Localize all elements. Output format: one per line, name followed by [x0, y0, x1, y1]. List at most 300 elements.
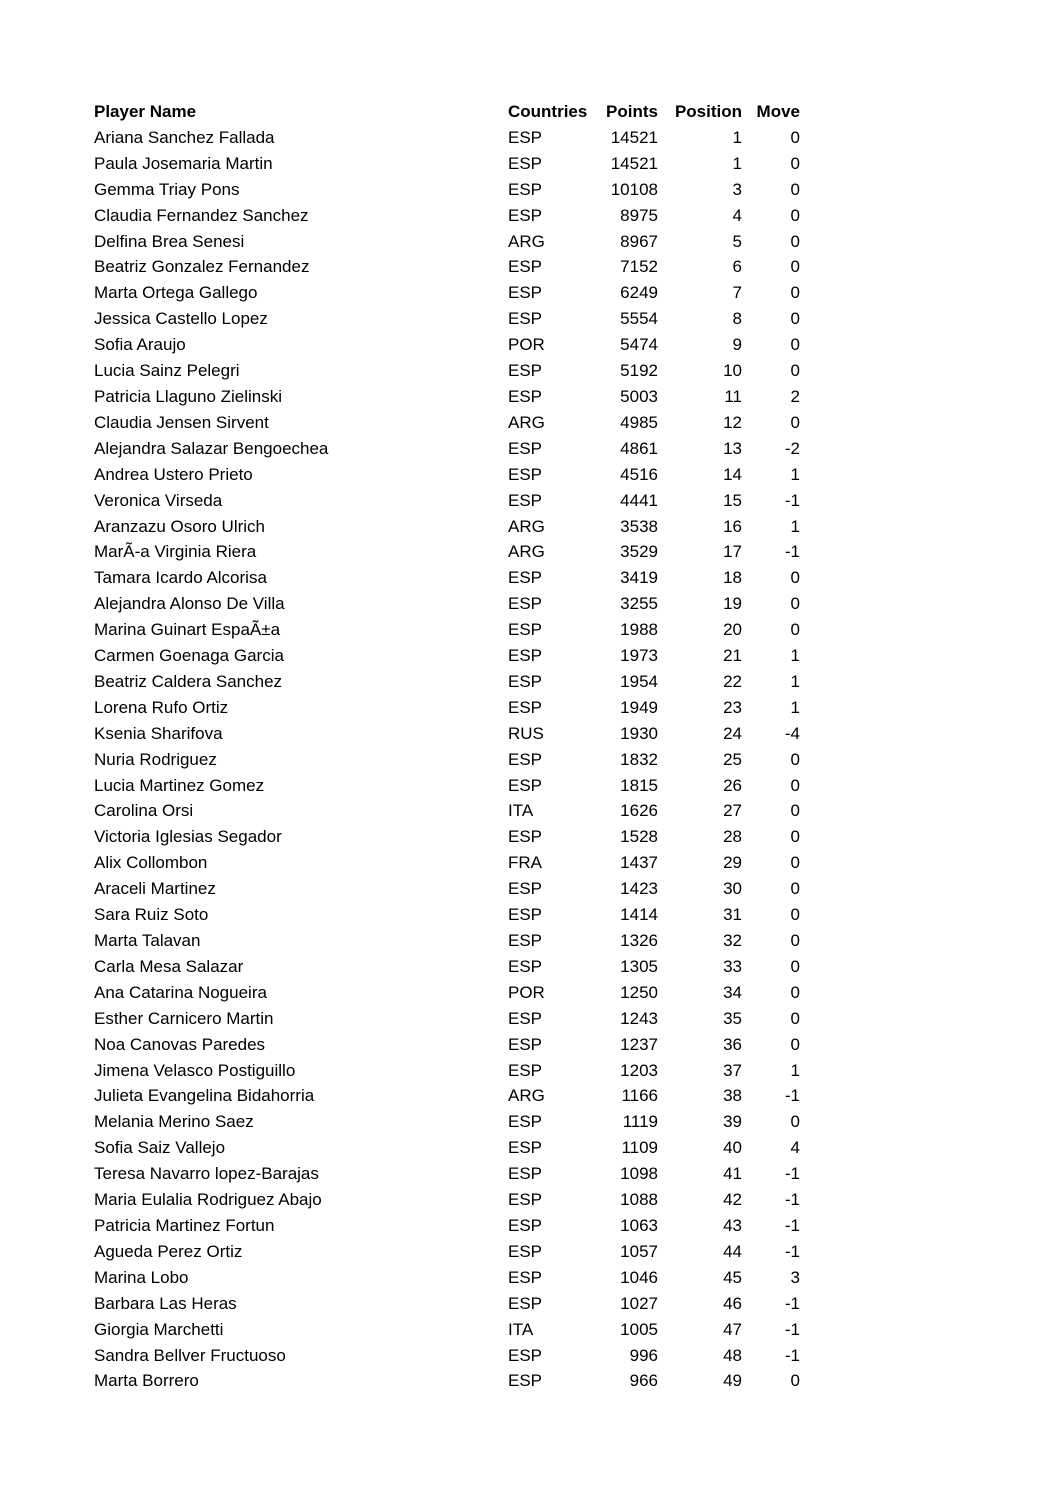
country-cell: ARG: [508, 231, 545, 251]
points-cell: 1326: [620, 931, 658, 950]
move-cell: 0: [790, 1008, 800, 1028]
country-cell: ESP: [508, 879, 543, 899]
player-name-cell: Marta Ortega Gallego: [94, 283, 258, 303]
player-name-cell: Andrea Ustero Prieto: [94, 464, 253, 484]
points-cell: 5192: [620, 361, 658, 381]
table-row: [94, 954, 800, 980]
player-name-cell: Beatriz Gonzalez Fernandez: [94, 257, 310, 277]
points-cell: 1046: [620, 1267, 658, 1287]
table-row: [94, 1213, 800, 1239]
points-cell: 1954: [620, 671, 658, 691]
move-cell: 0: [790, 412, 800, 432]
table-row: [94, 1291, 800, 1317]
player-name-cell: Jimena Velasco Postiguillo: [94, 1060, 296, 1080]
position-cell: 14: [723, 464, 742, 484]
header-points: Points: [606, 102, 658, 121]
table-row: [94, 1317, 800, 1343]
country-cell: ESP: [508, 620, 543, 640]
player-name-cell: Ariana Sanchez Fallada: [94, 127, 275, 147]
points-cell: 1626: [620, 801, 658, 821]
position-cell: 6: [732, 257, 742, 277]
points-cell: 7152: [620, 257, 658, 277]
player-name-cell: Carla Mesa Salazar: [94, 956, 244, 976]
points-cell: 6249: [620, 283, 658, 303]
move-cell: -1: [784, 1293, 800, 1313]
table-row: [94, 928, 800, 954]
move-cell: 0: [790, 931, 800, 950]
player-name-cell: Alejandra Alonso De Villa: [94, 594, 285, 614]
country-cell: ESP: [508, 257, 543, 277]
country-cell: ESP: [508, 205, 543, 225]
position-cell: 36: [723, 1034, 742, 1054]
points-cell: 4985: [620, 412, 658, 432]
position-cell: 28: [723, 827, 742, 847]
player-name-cell: Patricia Llaguno Zielinski: [94, 386, 283, 406]
player-name-cell: Lucia Martinez Gomez: [94, 775, 265, 795]
country-cell: ESP: [508, 1060, 543, 1080]
points-cell: 1437: [620, 853, 658, 873]
country-cell: RUS: [508, 723, 544, 743]
country-cell: ESP: [508, 464, 543, 484]
country-cell: ESP: [508, 1164, 543, 1184]
points-cell: 1423: [620, 879, 658, 899]
move-cell: 0: [790, 1112, 800, 1132]
position-cell: 21: [723, 646, 742, 666]
points-cell: 1237: [620, 1034, 658, 1054]
country-cell: ESP: [508, 127, 543, 147]
position-cell: 17: [723, 542, 742, 562]
player-name-cell: Tamara Icardo Alcorisa: [94, 568, 267, 588]
country-cell: ESP: [508, 697, 543, 717]
table-row: [94, 695, 800, 721]
points-cell: 1250: [620, 982, 658, 1002]
player-name-cell: Marina Guinart EspaÃ±a: [94, 620, 281, 640]
points-cell: 1109: [621, 1138, 658, 1158]
table-row: [94, 980, 800, 1006]
move-cell: -1: [784, 1241, 800, 1261]
points-cell: 1305: [620, 956, 658, 976]
country-cell: ESP: [508, 905, 543, 925]
points-cell: 1528: [620, 827, 658, 847]
move-cell: 0: [790, 1371, 800, 1391]
position-cell: 30: [723, 879, 742, 899]
country-cell: ESP: [508, 1112, 543, 1132]
position-cell: 48: [723, 1345, 742, 1365]
move-cell: 0: [790, 827, 800, 847]
table-row: [94, 306, 800, 332]
points-cell: 966: [629, 1371, 658, 1391]
points-cell: 8975: [620, 205, 658, 225]
position-cell: 42: [723, 1190, 742, 1210]
table-row: [94, 1058, 800, 1084]
points-cell: 1203: [620, 1060, 658, 1080]
points-cell: 4861: [620, 438, 658, 458]
player-name-cell: Sandra Bellver Fructuoso: [94, 1345, 286, 1365]
table-row: [94, 1265, 800, 1291]
points-cell: 3529: [620, 542, 658, 562]
country-cell: ESP: [508, 646, 543, 666]
table-row: [94, 798, 800, 824]
move-cell: 1: [790, 1060, 800, 1080]
country-cell: ESP: [508, 1138, 543, 1158]
player-name-cell: Teresa Navarro lopez-Barajas: [94, 1164, 319, 1184]
table-row: [94, 125, 800, 151]
points-cell: 1988: [620, 620, 658, 640]
move-cell: 1: [790, 464, 800, 484]
country-cell: ESP: [508, 931, 543, 950]
move-cell: -1: [784, 1319, 800, 1339]
player-name-cell: Veronica Virseda: [94, 490, 223, 510]
player-name-cell: Carmen Goenaga Garcia: [94, 646, 284, 666]
position-cell: 40: [723, 1138, 742, 1158]
player-name-cell: Carolina Orsi: [94, 801, 194, 821]
move-cell: 0: [790, 205, 800, 225]
player-name-cell: Noa Canovas Paredes: [94, 1034, 266, 1054]
table-row: [94, 358, 800, 384]
table-row: [94, 539, 800, 565]
country-cell: ARG: [508, 1086, 545, 1106]
country-cell: ESP: [508, 594, 543, 614]
table-row: [94, 1187, 800, 1213]
move-cell: -1: [784, 1164, 800, 1184]
country-cell: ESP: [508, 1345, 543, 1365]
table-row: [94, 1083, 800, 1109]
position-cell: 12: [723, 412, 742, 432]
player-name-cell: Ksenia Sharifova: [94, 723, 223, 743]
player-name-cell: Julieta Evangelina Bidahorria: [94, 1086, 315, 1106]
position-cell: 20: [723, 620, 742, 640]
player-name-cell: Esther Carnicero Martin: [94, 1008, 274, 1028]
points-cell: 5003: [620, 386, 658, 406]
table-row: [94, 280, 800, 306]
country-cell: ESP: [508, 1190, 543, 1210]
move-cell: 0: [790, 153, 800, 173]
country-cell: ESP: [508, 361, 543, 381]
move-cell: -1: [784, 1215, 800, 1235]
position-cell: 22: [723, 671, 742, 691]
move-cell: 0: [790, 775, 800, 795]
points-cell: 1243: [620, 1008, 658, 1028]
table-row: [94, 436, 800, 462]
points-cell: 1815: [620, 775, 658, 795]
position-cell: 34: [723, 982, 742, 1002]
player-name-cell: MarÃ-a Virginia Riera: [94, 542, 257, 562]
player-name-cell: Nuria Rodriguez: [94, 749, 217, 769]
player-name-cell: Sofia Araujo: [94, 335, 186, 355]
points-cell: 1063: [620, 1215, 658, 1235]
position-cell: 31: [723, 905, 742, 925]
position-cell: 26: [723, 775, 742, 795]
player-name-cell: Melania Merino Saez: [94, 1112, 254, 1132]
points-cell: 1057: [620, 1241, 658, 1261]
table-row: [94, 1368, 800, 1394]
table-row: [94, 850, 800, 876]
position-cell: 5: [732, 231, 742, 251]
table-header: [94, 99, 800, 125]
position-cell: 29: [723, 853, 742, 873]
move-cell: 0: [790, 361, 800, 381]
country-cell: ARG: [508, 412, 545, 432]
position-cell: 3: [732, 179, 742, 199]
table-row: [94, 229, 800, 255]
points-cell: 1119: [622, 1112, 658, 1132]
move-cell: 0: [790, 1034, 800, 1054]
points-cell: 1930: [620, 723, 658, 743]
table-row: [94, 462, 800, 488]
points-cell: 1973: [620, 646, 658, 666]
points-cell: 1098: [620, 1164, 658, 1184]
move-cell: 0: [790, 956, 800, 976]
points-cell: 10108: [610, 179, 658, 199]
table-row: [94, 773, 800, 799]
player-name-cell: Aranzazu Osoro Ulrich: [94, 516, 266, 536]
header-position: Position: [674, 102, 742, 121]
player-name-cell: Sara Ruiz Soto: [94, 905, 209, 925]
table-row: [94, 1109, 800, 1135]
position-cell: 32: [723, 931, 742, 950]
position-cell: 16: [723, 516, 742, 536]
player-name-cell: Claudia Jensen Sirvent: [94, 412, 269, 432]
position-cell: 45: [723, 1267, 742, 1287]
move-cell: 0: [790, 620, 800, 640]
player-name-cell: Gemma Triay Pons: [94, 179, 240, 199]
points-cell: 1027: [620, 1293, 658, 1313]
country-cell: ESP: [508, 1034, 543, 1054]
table-row: [94, 1032, 800, 1058]
table-row: [94, 1161, 800, 1187]
player-name-cell: Sofia Saiz Vallejo: [94, 1138, 226, 1158]
move-cell: -2: [784, 438, 800, 458]
table-row: [94, 669, 800, 695]
table-row: [94, 1239, 800, 1265]
position-cell: 25: [723, 749, 742, 769]
position-cell: 38: [723, 1086, 742, 1106]
country-cell: ARG: [508, 516, 545, 536]
points-cell: 996: [629, 1345, 658, 1365]
ranking-table: [94, 99, 800, 1394]
table-row: [94, 488, 800, 514]
table-row: [94, 876, 800, 902]
position-cell: 1: [732, 127, 742, 147]
move-cell: 0: [790, 257, 800, 277]
points-cell: 3419: [620, 568, 658, 588]
move-cell: 0: [790, 127, 800, 147]
points-cell: 4441: [620, 490, 658, 510]
points-cell: 8967: [620, 231, 658, 251]
position-cell: 1: [732, 153, 742, 173]
move-cell: -1: [784, 1086, 800, 1106]
move-cell: 0: [790, 335, 800, 355]
country-cell: ESP: [508, 956, 543, 976]
position-cell: 18: [723, 568, 742, 588]
country-cell: POR: [508, 982, 545, 1002]
points-cell: 1166: [621, 1086, 658, 1106]
table-row: [94, 721, 800, 747]
move-cell: 3: [790, 1267, 800, 1287]
country-cell: ESP: [508, 749, 543, 769]
position-cell: 39: [723, 1112, 742, 1132]
country-cell: ESP: [508, 1241, 543, 1261]
move-cell: 0: [790, 905, 800, 925]
table-row: [94, 643, 800, 669]
country-cell: ESP: [508, 1371, 543, 1391]
header-move: Move: [756, 102, 800, 121]
player-name-cell: Marina Lobo: [94, 1267, 189, 1287]
position-cell: 9: [732, 335, 742, 355]
country-cell: ITA: [508, 801, 534, 821]
position-cell: 37: [723, 1060, 742, 1080]
position-cell: 46: [723, 1293, 742, 1313]
player-name-cell: Lucia Sainz Pelegri: [94, 361, 240, 381]
player-name-cell: Jessica Castello Lopez: [94, 309, 268, 329]
position-cell: 41: [723, 1164, 742, 1184]
points-cell: 14521: [610, 153, 658, 173]
position-cell: 8: [732, 309, 742, 329]
move-cell: 0: [790, 231, 800, 251]
table-row: [94, 1135, 800, 1161]
table-header-row: [94, 99, 800, 125]
header-countries: Countries: [508, 102, 588, 121]
move-cell: 0: [790, 853, 800, 873]
position-cell: 23: [723, 697, 742, 717]
player-name-cell: Beatriz Caldera Sanchez: [94, 671, 283, 691]
table-row: [94, 1343, 800, 1369]
position-cell: 10: [723, 361, 742, 381]
move-cell: 1: [790, 671, 800, 691]
country-cell: ESP: [508, 671, 543, 691]
position-cell: 4: [732, 205, 742, 225]
player-name-cell: Agueda Perez Ortiz: [94, 1241, 243, 1261]
table-row: [94, 151, 800, 177]
country-cell: ESP: [508, 386, 543, 406]
country-cell: ESP: [508, 153, 543, 173]
move-cell: 0: [790, 801, 800, 821]
move-cell: 4: [790, 1138, 800, 1158]
points-cell: 14521: [610, 127, 658, 147]
country-cell: ESP: [508, 827, 543, 847]
country-cell: ESP: [508, 568, 543, 588]
table-row: [94, 254, 800, 280]
points-cell: 1088: [620, 1190, 658, 1210]
move-cell: 1: [790, 516, 800, 536]
position-cell: 43: [723, 1215, 742, 1235]
player-name-cell: Araceli Martinez: [94, 879, 216, 899]
player-name-cell: Claudia Fernandez Sanchez: [94, 205, 309, 225]
table-row: [94, 824, 800, 850]
table-row: [94, 514, 800, 540]
table-row: [94, 565, 800, 591]
player-name-cell: Giorgia Marchetti: [94, 1319, 224, 1339]
move-cell: -1: [784, 490, 800, 510]
player-name-cell: Victoria Iglesias Segador: [94, 827, 282, 847]
move-cell: 0: [790, 283, 800, 303]
position-cell: 33: [723, 956, 742, 976]
move-cell: 0: [790, 309, 800, 329]
points-cell: 5474: [620, 335, 658, 355]
country-cell: ARG: [508, 542, 545, 562]
country-cell: ITA: [508, 1319, 534, 1339]
move-cell: 0: [790, 568, 800, 588]
move-cell: 1: [790, 646, 800, 666]
points-cell: 1005: [620, 1319, 658, 1339]
move-cell: 0: [790, 179, 800, 199]
move-cell: 0: [790, 594, 800, 614]
move-cell: 1: [790, 697, 800, 717]
move-cell: 0: [790, 749, 800, 769]
player-name-cell: Alejandra Salazar Bengoechea: [94, 438, 329, 458]
player-name-cell: Maria Eulalia Rodriguez Abajo: [94, 1190, 322, 1210]
country-cell: FRA: [508, 853, 542, 873]
table-row: [94, 747, 800, 773]
table-row: [94, 332, 800, 358]
table-row: [94, 177, 800, 203]
country-cell: ESP: [508, 775, 543, 795]
position-cell: 13: [723, 438, 742, 458]
table-row: [94, 410, 800, 436]
player-name-cell: Alix Collombon: [94, 853, 208, 873]
country-cell: ESP: [508, 179, 543, 199]
points-cell: 3538: [620, 516, 658, 536]
points-cell: 3255: [620, 594, 658, 614]
table-row: [94, 617, 800, 643]
position-cell: 27: [723, 801, 742, 821]
player-name-cell: Delfina Brea Senesi: [94, 231, 245, 251]
player-name-cell: Marta Talavan: [94, 931, 201, 950]
points-cell: 1414: [620, 905, 658, 925]
player-name-cell: Lorena Rufo Ortiz: [94, 697, 229, 717]
ranking-table-body: [94, 125, 800, 1394]
country-cell: ESP: [508, 1215, 543, 1235]
points-cell: 1832: [620, 749, 658, 769]
move-cell: -4: [784, 723, 800, 743]
position-cell: 19: [723, 594, 742, 614]
position-cell: 24: [723, 723, 742, 743]
country-cell: POR: [508, 335, 545, 355]
table-row: [94, 384, 800, 410]
move-cell: -1: [784, 1190, 800, 1210]
player-name-cell: Barbara Las Heras: [94, 1293, 237, 1313]
country-cell: ESP: [508, 309, 543, 329]
points-cell: 5554: [620, 309, 658, 329]
position-cell: 11: [724, 386, 742, 406]
table-row: [94, 203, 800, 229]
position-cell: 7: [732, 283, 742, 303]
move-cell: 2: [790, 386, 800, 406]
country-cell: ESP: [508, 283, 543, 303]
position-cell: 15: [723, 490, 742, 510]
player-name-cell: Marta Borrero: [94, 1371, 199, 1391]
position-cell: 47: [723, 1319, 742, 1339]
country-cell: ESP: [508, 1293, 543, 1313]
player-name-cell: Paula Josemaria Martin: [94, 153, 273, 173]
position-cell: 44: [723, 1241, 742, 1261]
points-cell: 4516: [620, 464, 658, 484]
move-cell: 0: [790, 982, 800, 1002]
position-cell: 35: [723, 1008, 742, 1028]
header-player-name: Player Name: [94, 102, 197, 121]
table-row: [94, 591, 800, 617]
country-cell: ESP: [508, 1267, 543, 1287]
position-cell: 49: [723, 1371, 742, 1391]
player-name-cell: Ana Catarina Nogueira: [94, 982, 267, 1002]
move-cell: -1: [784, 1345, 800, 1365]
country-cell: ESP: [508, 438, 543, 458]
move-cell: -1: [784, 542, 800, 562]
player-name-cell: Patricia Martinez Fortun: [94, 1215, 275, 1235]
points-cell: 1949: [620, 697, 658, 717]
move-cell: 0: [790, 879, 800, 899]
country-cell: ESP: [508, 490, 543, 510]
